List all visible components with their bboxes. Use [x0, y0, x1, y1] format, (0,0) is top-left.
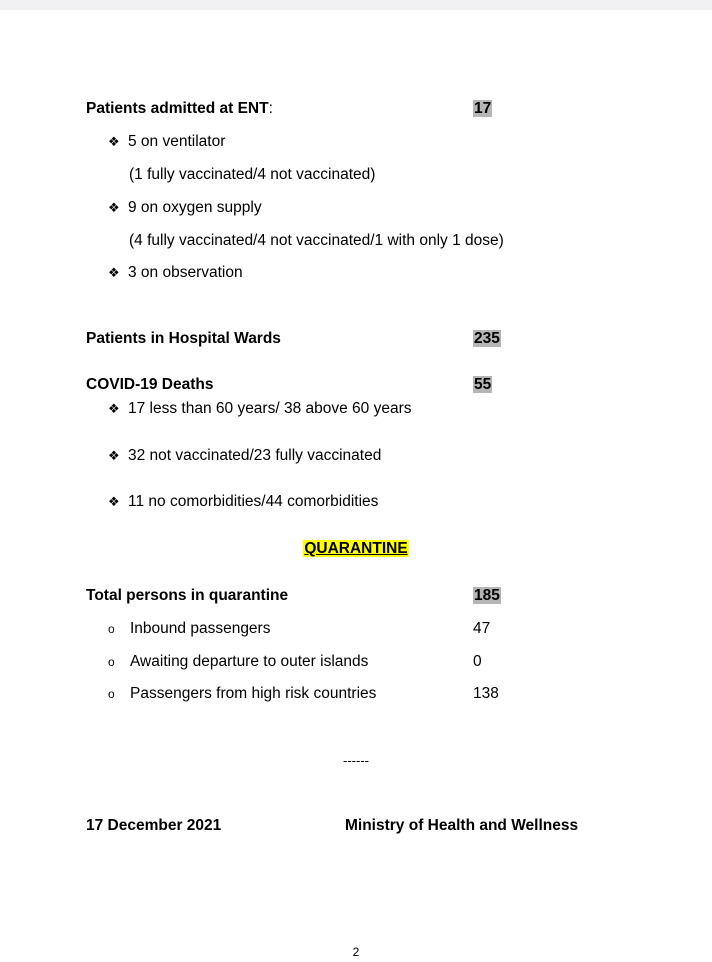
diamond-bullet-icon: ❖: [108, 134, 120, 149]
quarantine-item-inbound-value: 47: [473, 620, 491, 637]
diamond-bullet-icon: ❖: [108, 265, 120, 280]
circle-bullet-icon: o: [108, 687, 115, 701]
ent-heading: Patients admitted at ENT:: [86, 100, 273, 117]
ent-note-ventilator: (1 fully vaccinated/4 not vaccinated): [129, 166, 376, 183]
deaths-heading: COVID-19 Deaths: [86, 376, 214, 393]
ent-count: 17: [474, 100, 492, 117]
diamond-bullet-icon: ❖: [108, 401, 120, 416]
quarantine-item-outer-islands: o Awaiting departure to outer islands: [108, 653, 369, 670]
quarantine-total-label: Total persons in quarantine: [86, 587, 289, 604]
top-toolbar-strip: [0, 0, 712, 10]
page-number: 2: [352, 945, 360, 959]
ent-bullet-ventilator: ❖ 5 on ventilator: [108, 133, 226, 150]
deaths-count: 55: [474, 376, 492, 393]
diamond-bullet-icon: ❖: [108, 200, 120, 215]
deaths-bullet-vaccination: ❖ 32 not vaccinated/23 fully vaccinated: [108, 447, 382, 464]
quarantine-heading: QUARANTINE: [304, 540, 408, 557]
ent-bullet-observation: ❖ 3 on observation: [108, 264, 243, 281]
separator: ------: [343, 753, 369, 768]
ent-note-oxygen: (4 fully vaccinated/4 not vaccinated/1 with only 1 dose): [129, 232, 504, 249]
quarantine-item-inbound: o Inbound passengers: [108, 620, 271, 637]
deaths-bullet-age: ❖ 17 less than 60 years/ 38 above 60 years: [108, 400, 412, 417]
wards-heading: Patients in Hospital Wards: [86, 330, 281, 347]
diamond-bullet-icon: ❖: [108, 448, 120, 463]
circle-bullet-icon: o: [108, 655, 115, 669]
quarantine-item-high-risk: o Passengers from high risk countries: [108, 685, 377, 702]
footer-date: 17 December 2021: [86, 817, 222, 834]
diamond-bullet-icon: ❖: [108, 494, 120, 509]
wards-count: 235: [474, 330, 500, 347]
quarantine-total-value: 185: [474, 587, 500, 604]
ent-bullet-oxygen: ❖ 9 on oxygen supply: [108, 199, 262, 216]
quarantine-item-high-risk-value: 138: [473, 685, 499, 702]
circle-bullet-icon: o: [108, 622, 115, 636]
quarantine-item-outer-islands-value: 0: [473, 653, 482, 670]
footer-organization: Ministry of Health and Wellness: [345, 817, 579, 834]
deaths-bullet-comorbidities: ❖ 11 no comorbidities/44 comorbidities: [108, 493, 379, 510]
